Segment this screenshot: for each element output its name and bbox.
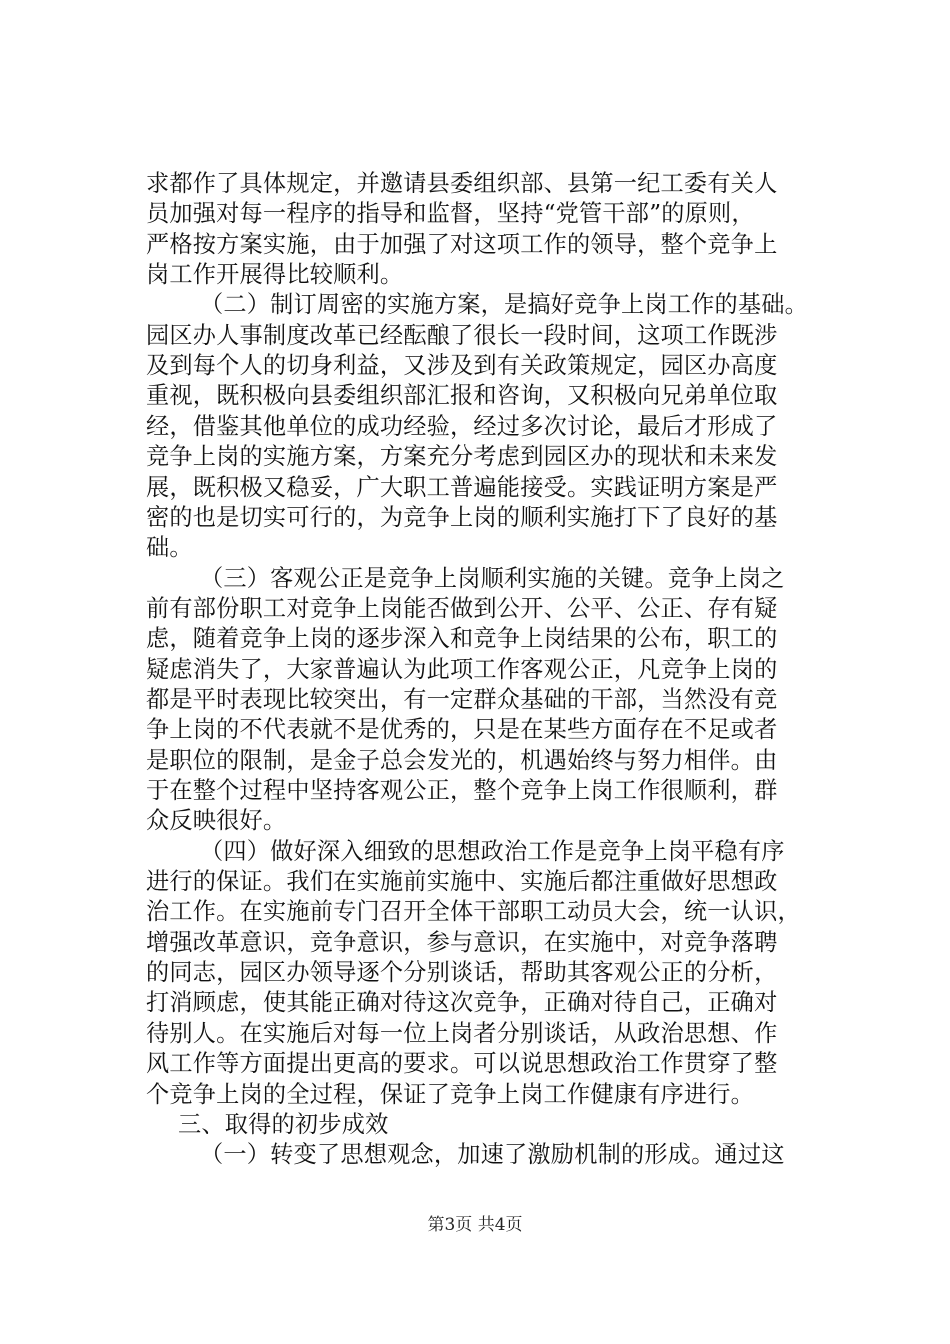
page-number-label: 第3页 共4页 xyxy=(427,1215,523,1235)
section-heading: 三、取得的初步成效 xyxy=(178,1111,389,1138)
text-line: 进行的保证。我们在实施前实施中、实施后都注重做好思想政 xyxy=(146,868,778,895)
text-line: 个竞争上岗的全过程，保证了竞争上岗工作健康有序进行。 xyxy=(146,1081,755,1108)
text-line: 众反映很好。 xyxy=(146,807,287,834)
text-line: 展，既积极又稳妥，广大职工普遍能接受。实践证明方案是严 xyxy=(146,474,778,501)
paragraph-start-line: （三）客观公正是竞争上岗顺利实施的关键。竞争上岗之 xyxy=(200,565,785,592)
text-line: 求都作了具体规定，并邀请县委组织部、县第一纪工委有关人 xyxy=(146,170,778,197)
paragraph-start-line: （二）制订周密的实施方案，是搞好竞争上岗工作的基础。 xyxy=(200,291,809,318)
text-line: 疑虑消失了，大家普遍认为此项工作客观公正，凡竞争上岗的 xyxy=(146,656,778,683)
text-line: 严格按方案实施，由于加强了对这项工作的领导，整个竞争上 xyxy=(146,231,778,258)
text-line: 岗工作开展得比较顺利。 xyxy=(146,261,404,288)
text-line: 争上岗的不代表就不是优秀的，只是在某些方面存在不足或者 xyxy=(146,716,778,743)
text-line: 虑，随着竞争上岗的逐步深入和竞争上岗结果的公布，职工的 xyxy=(146,625,778,652)
text-line: 增强改革意识，竞争意识，参与意识，在实施中，对竞争落聘 xyxy=(146,929,778,956)
text-line: 是职位的限制，是金子总会发光的，机遇始终与努力相伴。由 xyxy=(146,747,778,774)
text-line: 密的也是切实可行的，为竞争上岗的顺利实施打下了良好的基 xyxy=(146,504,778,531)
text-line: 打消顾虑，使其能正确对待这次竞争，正确对待自己，正确对 xyxy=(146,989,778,1016)
text-line: 员加强对每一程序的指导和监督，坚持“党管干部”的原则， xyxy=(146,200,755,227)
text-line: 的同志，园区办领导逐个分别谈话，帮助其客观公正的分析， xyxy=(146,959,778,986)
text-line: 风工作等方面提出更高的要求。可以说思想政治工作贯穿了整 xyxy=(146,1050,778,1077)
text-line: 治工作。在实施前专门召开全体干部职工动员大会，统一认识， xyxy=(146,898,801,925)
text-line: 前有部份职工对竞争上岗能否做到公开、公平、公正、存有疑 xyxy=(146,595,778,622)
paragraph-start-line: （一）转变了思想观念，加速了激励机制的形成。通过这 xyxy=(200,1141,785,1168)
page-footer xyxy=(0,1213,950,1237)
text-line: 础。 xyxy=(146,534,193,561)
text-line: 于在整个过程中坚持客观公正，整个竞争上岗工作很顺利，群 xyxy=(146,777,778,804)
text-line: 竞争上岗的实施方案，方案充分考虑到园区办的现状和未来发 xyxy=(146,443,778,470)
text-line: 重视，既积极向县委组织部汇报和咨询，又积极向兄弟单位取 xyxy=(146,382,778,409)
text-line: 都是平时表现比较突出，有一定群众基础的干部，当然没有竞 xyxy=(146,686,778,713)
text-line: 及到每个人的切身利益，又涉及到有关政策规定，园区办高度 xyxy=(146,352,778,379)
paragraph-start-line: （四）做好深入细致的思想政治工作是竞争上岗平稳有序 xyxy=(200,838,785,865)
text-line: 经，借鉴其他单位的成功经验，经过多次讨论，最后才形成了 xyxy=(146,413,778,440)
text-line: 待别人。在实施后对每一位上岗者分别谈话，从政治思想、作 xyxy=(146,1020,778,1047)
text-line: 园区办人事制度改革已经酝酿了很长一段时间，这项工作既涉 xyxy=(146,322,778,349)
